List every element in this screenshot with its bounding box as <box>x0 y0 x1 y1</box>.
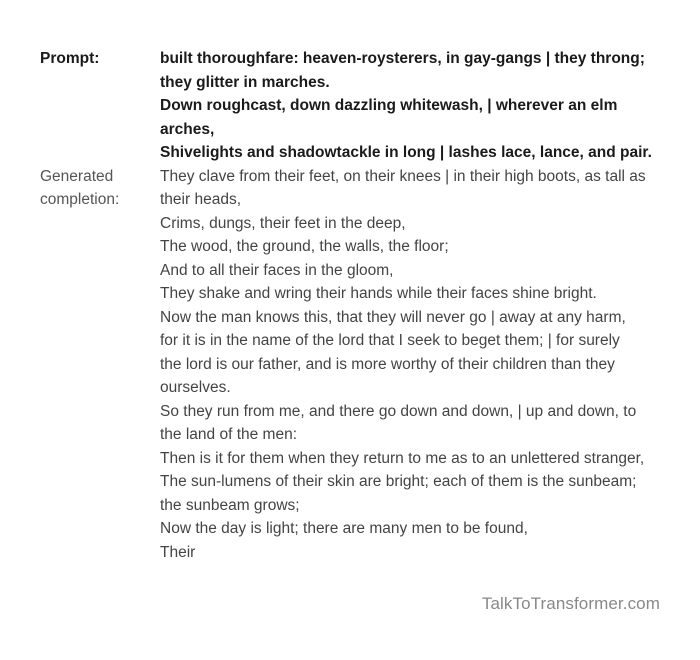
prompt-text <box>160 47 665 165</box>
prompt-label: Prompt: <box>40 50 100 67</box>
prompt-line: Down roughcast, down dazzling whitewash, | wherever an elm arches, <box>160 97 618 138</box>
completion-line: for it is in the name of the lord that I seek to beget them; | for surely <box>160 332 620 349</box>
prompt-line: they glitter in marches. <box>160 73 330 91</box>
completion-line: They clave from their feet, on their knees | in their high boots, as tall as <box>160 167 646 185</box>
completion-label <box>40 165 160 212</box>
completion-label-line: Generated <box>40 167 114 185</box>
completion-line: the sunbeam grows; <box>160 496 300 514</box>
completion-label-line: completion: <box>40 191 120 208</box>
result-card <box>40 47 665 564</box>
completion-line: They shake and wring their hands while their faces shine bright. <box>160 285 597 302</box>
prompt-line: Shivelights and shadowtackle in long | lashes lace, lance, and pair. <box>160 144 652 161</box>
completion-line: Now the day is light; there are many men to be found, <box>160 520 528 537</box>
completion-line: ourselves. <box>160 379 231 396</box>
completion-line: Then is it for them when they return to me as to an unlettered stranger, <box>160 449 645 467</box>
completion-line: Now the man knows this, that they will never go | away at any harm, <box>160 308 626 326</box>
completion-line: their heads, <box>160 191 241 208</box>
completion-line: the lord is our father, and is more worthy of their children than they <box>160 355 615 373</box>
footer-brand-link[interactable]: TalkToTransformer.com <box>481 594 660 613</box>
completion-line: And to all their faces in the gloom, <box>160 261 394 279</box>
completion-row <box>40 165 665 565</box>
prompt-row <box>40 47 665 165</box>
prompt-line: built thoroughfare: heaven-roysterers, in gay-gangs | they throng; <box>160 50 645 67</box>
completion-line: The sun-lumens of their skin are bright; each of them is the sunbeam; <box>160 473 637 490</box>
completion-text <box>160 165 665 565</box>
completion-line: The wood, the ground, the walls, the floor; <box>160 238 449 255</box>
completion-line: So they run from me, and there go down and down, | up and down, to <box>160 402 637 420</box>
completion-line: Crims, dungs, their feet in the deep, <box>160 214 406 232</box>
completion-line: the land of the men: <box>160 426 298 443</box>
completion-line: Their <box>160 543 196 561</box>
